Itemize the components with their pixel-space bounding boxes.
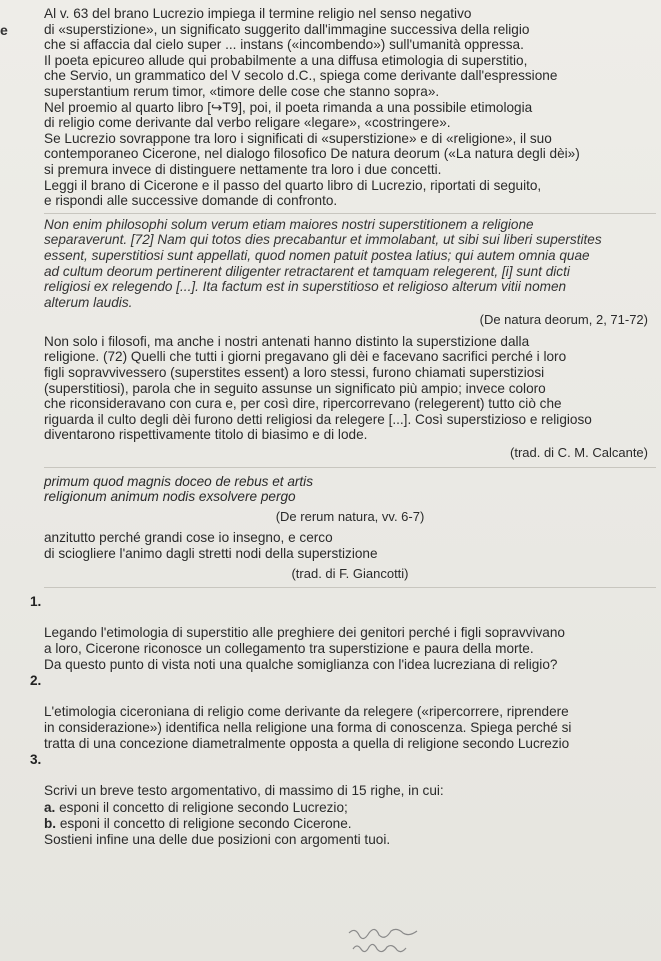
question-number: 1.: [30, 594, 42, 610]
cicero-latin-text: Non enim philosophi solum verum etiam maiores nostri superstitionem a religione separaverunt. [72] Nam qui totos dies precabantur et immolabant, ut sibi sui liberi superstites essent, superstitiosi sunt appellati, quod nomen patuit postea latius; qui autem omnia quae ad cultum deorum pertinerent diligenter retractarent et tamquam relegerent, [i] sunt dicti religiosi ex relegendo [...]. Ita factum est in superstitioso et religioso alterum vitii nomen alterum laudis.: [44, 213, 656, 311]
sub-item-b: [44, 816, 656, 832]
questions-section: [30, 587, 656, 848]
lucretius-translation: anzitutto perché grandi cose io insegno, e cerco di sciogliere l'animo dagli stretti nodi della superstizione: [44, 530, 378, 561]
lucretius-source: (De rerum natura, vv. 6-7): [275, 508, 425, 524]
lucretius-section: [44, 467, 656, 582]
pencil-handwriting-scribble: [345, 925, 435, 959]
question-number: 3.: [30, 752, 42, 768]
sub-item-text: esponi il concetto di religione secondo Lucrezio;: [59, 799, 348, 815]
cicero-source: (De natura deorum, 2, 71-72): [479, 312, 648, 328]
question-3: [30, 752, 656, 799]
question-text: L'etimologia ciceroniana di religio come derivante da relegere («ripercorrere, riprendere in considerazione») identifica nella religione una forma di conoscenza. Spiega perché si tratta di una concezione diametralmente opposta a quella di religione secondo Lucrezio: [44, 704, 572, 751]
final-instruction: Sostieni infine una delle due posizioni con argomenti tuoi.: [44, 832, 391, 848]
sub-item-text: esponi il concetto di religione secondo Cicerone.: [59, 815, 352, 831]
text-column: [30, 6, 656, 848]
intro-paragraph: Al v. 63 del brano Lucrezio impiega il termine religio nel senso negativo di «superstizione», un significato suggerito dall'immagine successiva della religio che si affaccia dal cielo super ... instans («incombendo») sull'umanità oppressa. Il poeta epicureo allude qui probabilmente a una diffusa etimologia di superstitio, che Servio, un grammatico del V secolo d.C., spiega come derivante dall'espressione superstantium rerum timor, «timore delle cose che stanno sopra». Nel proemio al quarto libro [↪T9], poi, il poeta rimanda a una possibile etimologia di religio come derivante dal verbo religare «legare», «costringere». Se Lucrezio sovrappone tra loro i significati di «superstizione» e di «religione», il suo contemporaneo Cicerone, nel dialogo filosofico De natura deorum («La natura degli dèi») si premura invece di distinguere nettamente tra loro i due concetti. Leggi il brano di Cicerone e il passo del quarto libro di Lucrezio, riportati di seguito, e rispondi alle successive domande di confronto.: [44, 6, 580, 209]
sub-item-letter: a.: [44, 799, 56, 815]
question-2: [30, 673, 656, 751]
lucretius-translation-credit: (trad. di F. Giancotti): [291, 565, 409, 581]
sub-item-letter: b.: [44, 815, 57, 831]
sub-item-a: [44, 800, 656, 816]
cicero-translation-credit: (trad. di C. M. Calcante): [510, 445, 648, 461]
cropped-edge-letter: e: [0, 22, 8, 38]
question-1: [30, 594, 656, 672]
question-text: Scrivi un breve testo argomentativo, di massimo di 15 righe, in cui:: [44, 783, 444, 799]
intro-section: [44, 6, 656, 209]
lucretius-latin-verses: primum quod magnis doceo de rebus et artis religionum animum nodis exsolvere pergo: [44, 473, 313, 505]
cicero-translation: Non solo i filosofi, ma anche i nostri antenati hanno distinto la superstizione dalla religione. (72) Quelli che tutti i giorni pregavano gli dèi e facevano sacrifici perché i loro figli sopravvivessero (superstites essent) a loro stessi, furono chiamati superstiziosi (superstitiosi), parola che in seguito assunse un significato più ampio; invece coloro che riconsideravano con cura e, per così dire, ripercorrevano (relegerent) tutto ciò che riguarda il culto degli dèi furono detti religiosi da relegere [...]. Così superstizioso e religioso diventarono rispettivamente titolo di biasimo e di lode.: [44, 333, 592, 443]
question-number: 2.: [30, 673, 42, 689]
question-text: Legando l'etimologia di superstitio alle preghiere dei genitori perché i figli sopravvivano a loro, Cicerone riconosce un collegamento tra superstizione e paura della morte. Da questo punto di vista noti una qualche somiglianza con l'idea lucreziana di religio?: [44, 625, 565, 672]
